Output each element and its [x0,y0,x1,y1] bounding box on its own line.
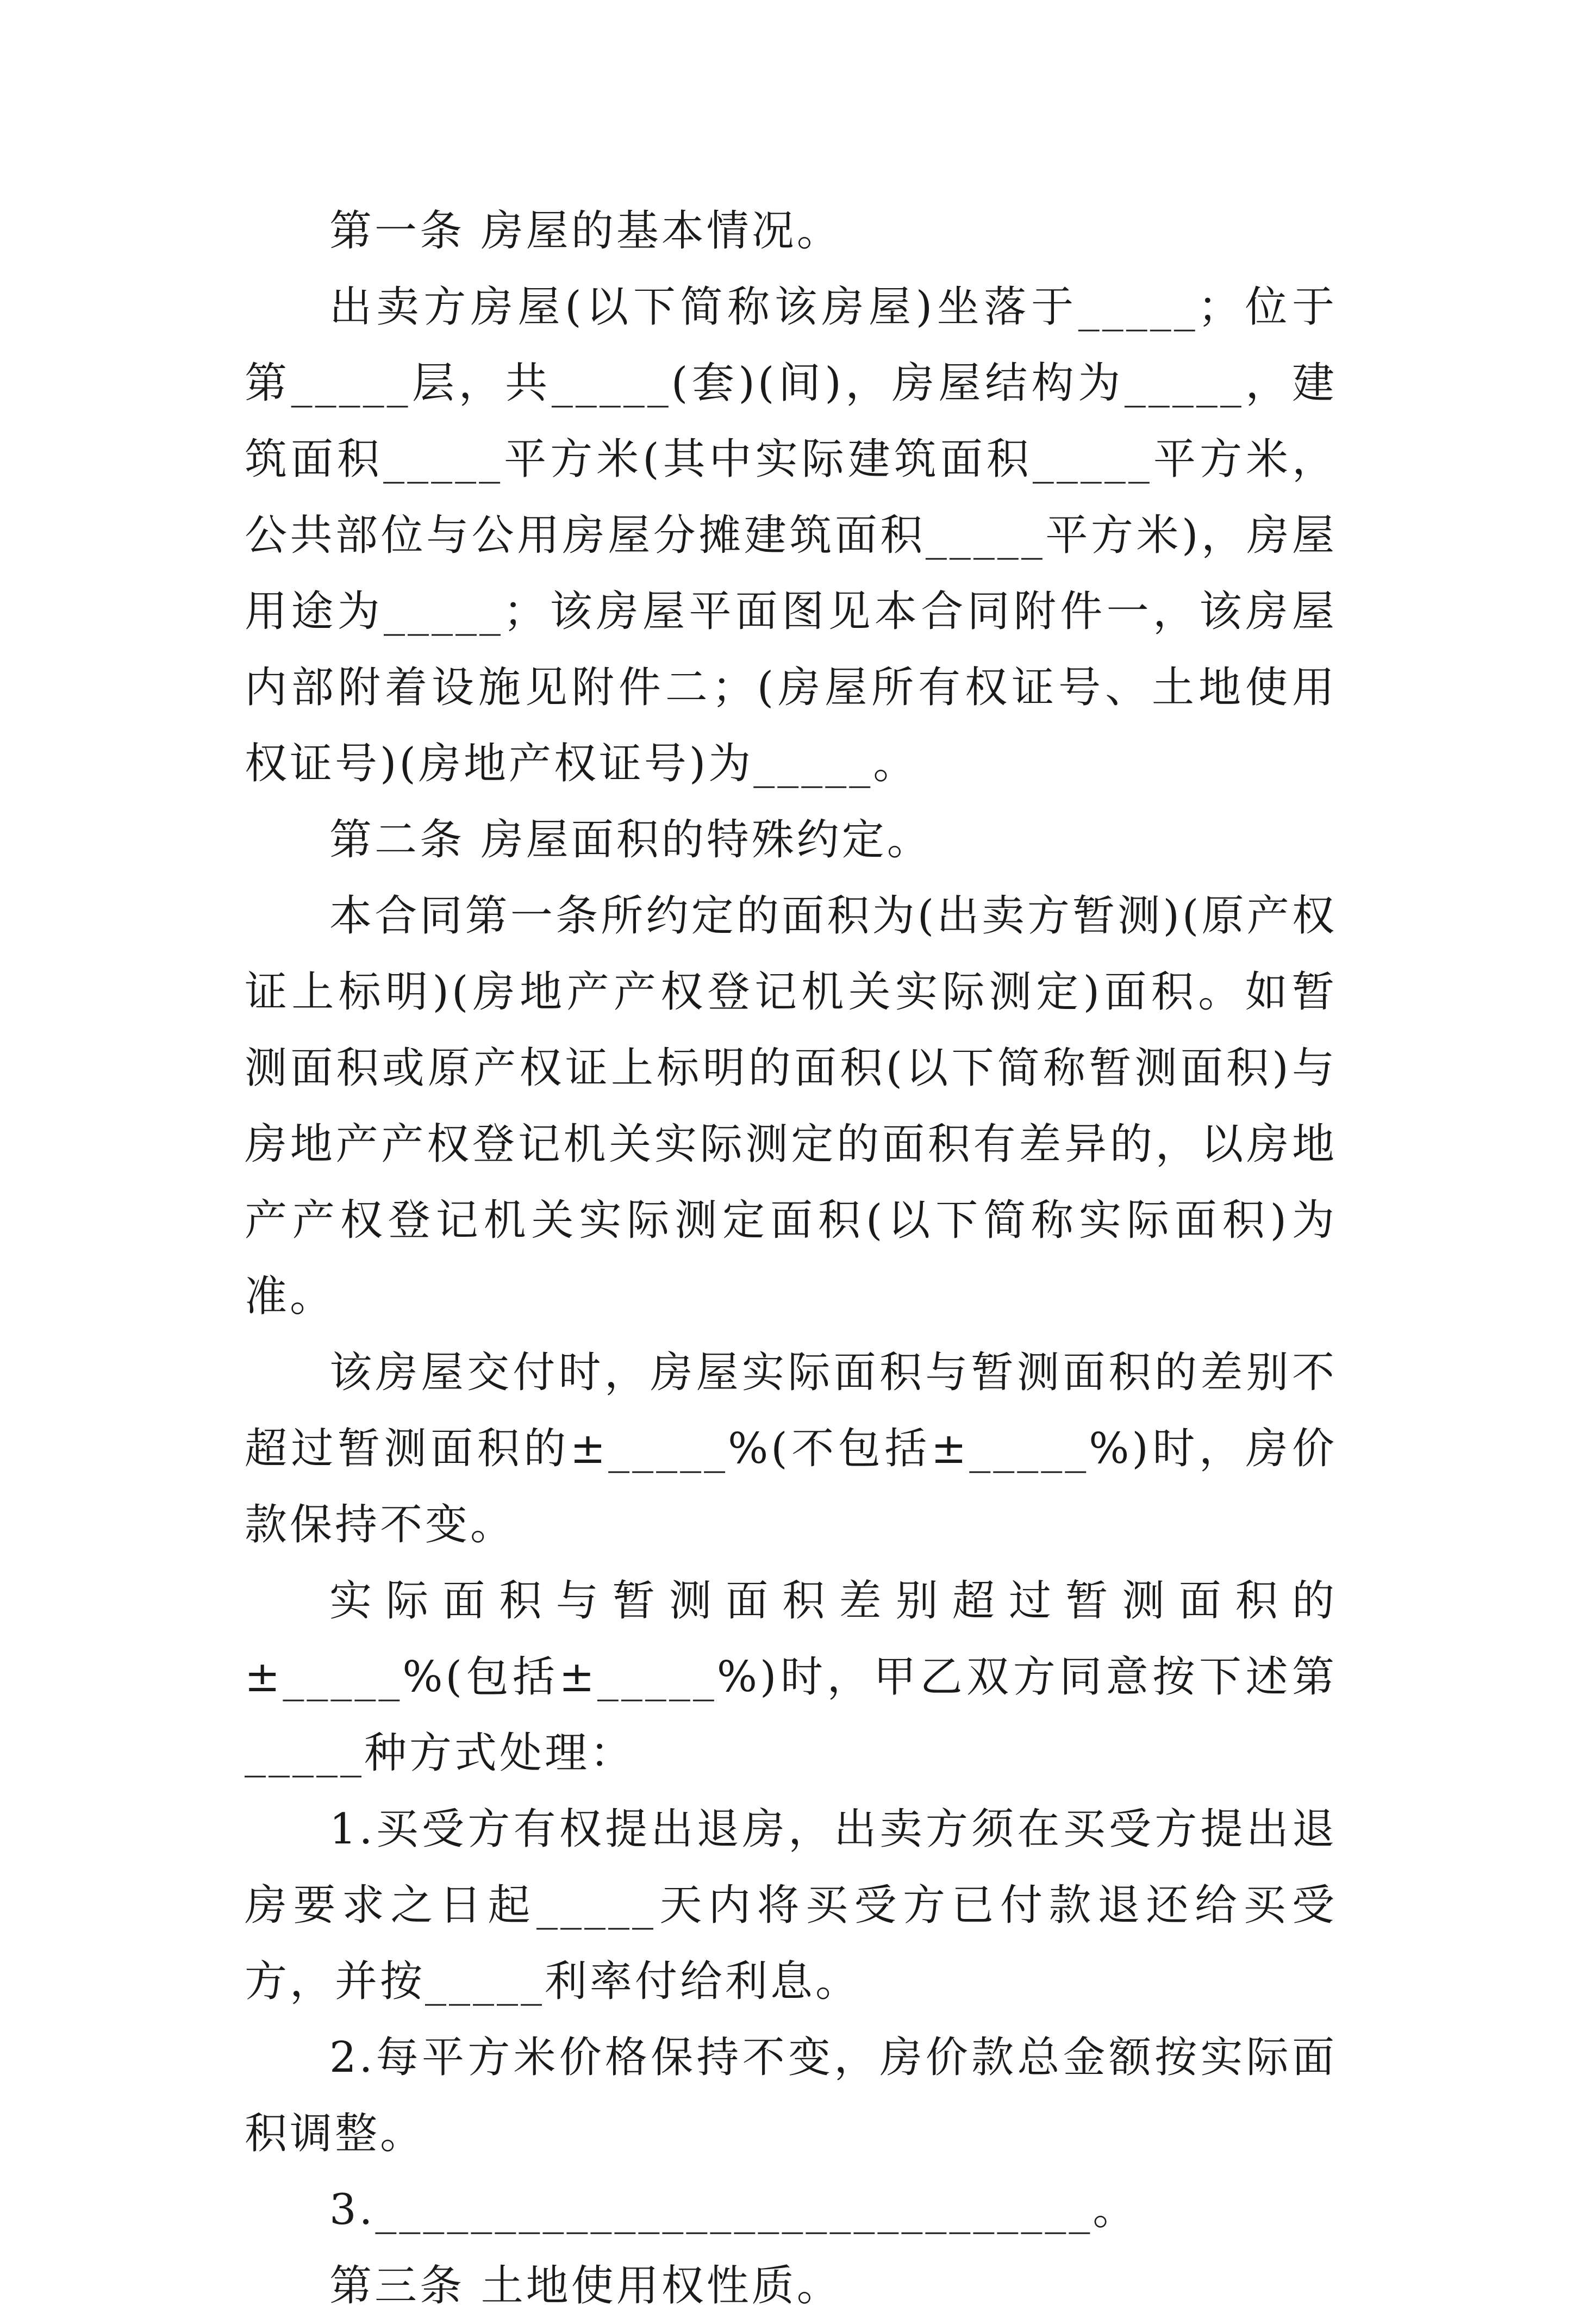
article-2-body-1: 本合同第一条所约定的面积为(出卖方暂测)(原产权证上标明)(房地产产权登记机关实际测定)面积。如暂测面积或原产权证上标明的面积(以下简称暂测面积)与房地产产权登记机关实际测定的面积有差异的，以房地产产权登记机关实际测定面积(以下简称实际面积)为准。 [245,892,1337,1321]
article-2-body-2: 该房屋交付时，房屋实际面积与暂测面积的差别不超过暂测面积的±_____%(不包括±_____%)时，房价款保持不变。 [245,1348,1337,1549]
article-2-title: 第二条 房屋面积的特殊约定。 [329,815,932,864]
contract-text [245,193,1337,2324]
article-1-title: 第一条 房屋的基本情况。 [329,207,842,256]
article-3-title: 第三条 土地使用权性质。 [329,2261,842,2310]
article-2-item-1: 1.买受方有权提出退房，出卖方须在买受方提出退房要求之日起_____天内将买受方已付款退还给买受方，并按_____利率付给利息。 [245,1805,1337,2006]
article-1-body: 出卖方房屋(以下简称该房屋)坐落于_____；位于第_____层，共_____(套)(间)，房屋结构为_____，建筑面积_____平方米(其中实际建筑面积_____平方米，公共部位与公用房屋分摊建筑面积_____平方米)，房屋用途为_____；该房屋平面图见本合同附件一，该房屋内部附着设施见附件二；(房屋所有权证号、土地使用权证号)(房地产权证号)为_____。 [245,283,1337,788]
article-2-body-3: 实际面积与暂测面积差别超过暂测面积的±_____%(包括±_____%)时，甲乙双方同意按下述第_____种方式处理： [245,1577,1337,1778]
article-2-item-2: 2.每平方米价格保持不变，房价款总金额按实际面积调整。 [245,2033,1337,2158]
article-2-item-3: 3.______________________________。 [329,2185,1138,2234]
